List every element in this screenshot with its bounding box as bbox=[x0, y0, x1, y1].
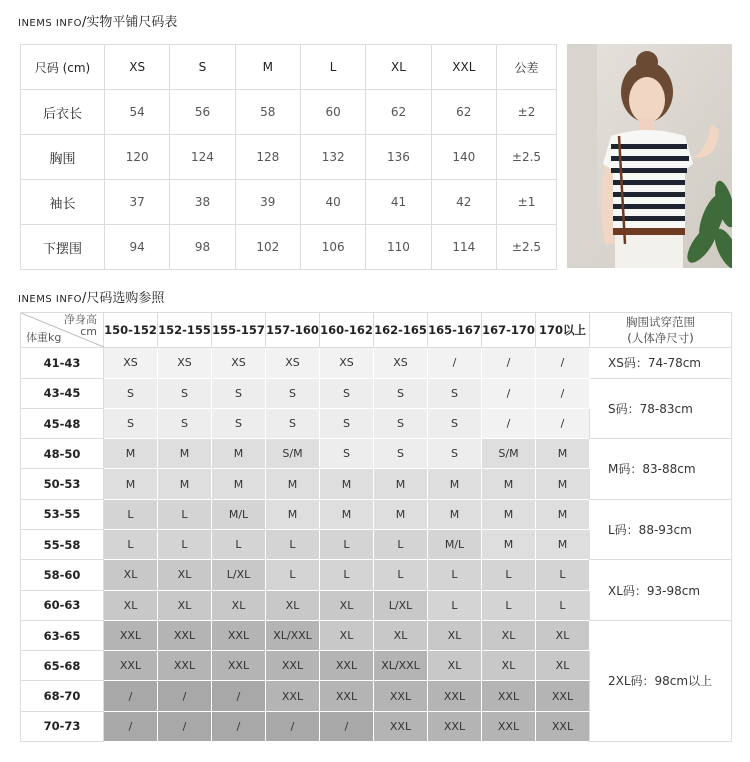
recommended-size: XS bbox=[266, 348, 320, 378]
measurement-value: 94 bbox=[105, 225, 170, 270]
recommended-size: L bbox=[428, 560, 482, 590]
size-header: XXL bbox=[431, 45, 496, 90]
bust-range-header-1: 胸围试穿范围 bbox=[626, 315, 695, 330]
recommended-size: / bbox=[266, 711, 320, 741]
recommended-size: S bbox=[212, 408, 266, 438]
recommended-size: M bbox=[266, 499, 320, 529]
weight-range: 60-63 bbox=[21, 590, 104, 620]
recommended-size: XXL bbox=[482, 711, 536, 741]
recommended-size: XL bbox=[482, 651, 536, 681]
recommended-size: XL bbox=[320, 620, 374, 650]
recommended-size: L bbox=[320, 560, 374, 590]
recommended-size: XL bbox=[320, 590, 374, 620]
bust-range: XS码：74-78cm bbox=[590, 348, 732, 378]
recommended-size: L bbox=[536, 560, 590, 590]
recommended-size: L bbox=[104, 530, 158, 560]
weight-range: 70-73 bbox=[21, 711, 104, 741]
measurement-value: 120 bbox=[105, 135, 170, 180]
recommended-size: XXL bbox=[158, 620, 212, 650]
recommended-size: XL bbox=[158, 560, 212, 590]
recommended-size: XL bbox=[428, 620, 482, 650]
measurement-value: 38 bbox=[170, 180, 235, 225]
recommended-size: XS bbox=[320, 348, 374, 378]
height-header: 160-162 bbox=[320, 313, 374, 348]
recommended-size: XL/XXL bbox=[374, 651, 428, 681]
measurement-value: 106 bbox=[300, 225, 365, 270]
recommended-size: L bbox=[104, 499, 158, 529]
height-header: 165-167 bbox=[428, 313, 482, 348]
measurement-row bbox=[21, 225, 557, 270]
measurement-value: ±2.5 bbox=[497, 225, 557, 270]
recommended-size: / bbox=[482, 378, 536, 408]
recommended-size: L/XL bbox=[374, 590, 428, 620]
title-en: INEMS INFO bbox=[18, 18, 82, 29]
recommended-size: M bbox=[158, 439, 212, 469]
recommended-size: L bbox=[428, 590, 482, 620]
recommended-size: L/XL bbox=[212, 560, 266, 590]
recommended-size: XXL bbox=[158, 651, 212, 681]
size-header: 公差 bbox=[497, 45, 557, 90]
recommended-size: XS bbox=[374, 348, 428, 378]
recommended-size: S bbox=[266, 408, 320, 438]
header-row bbox=[21, 45, 557, 90]
flat-measurement-table bbox=[20, 44, 557, 270]
recommended-size: M bbox=[374, 499, 428, 529]
height-header: 170以上 bbox=[536, 313, 590, 348]
recommended-size: M/L bbox=[212, 499, 266, 529]
bust-range: S码：78-83cm bbox=[590, 378, 732, 439]
weight-range: 65-68 bbox=[21, 651, 104, 681]
measurement-value: 41 bbox=[366, 180, 431, 225]
recommended-size: M bbox=[212, 469, 266, 499]
recommended-size: M bbox=[104, 469, 158, 499]
product-photo bbox=[567, 44, 732, 268]
height-header: 150-152 bbox=[104, 313, 158, 348]
title-en: INEMS INFO bbox=[18, 294, 82, 305]
recommended-size: M bbox=[482, 530, 536, 560]
recommended-size: / bbox=[104, 681, 158, 711]
model-image bbox=[567, 44, 732, 268]
measurement-name: 袖长 bbox=[21, 180, 105, 225]
recommended-size: XL bbox=[482, 620, 536, 650]
recommended-size: M bbox=[482, 499, 536, 529]
recommended-size: S bbox=[158, 408, 212, 438]
recommended-size: XXL bbox=[212, 651, 266, 681]
recommended-size: XS bbox=[212, 348, 266, 378]
bust-range: L码：88-93cm bbox=[590, 499, 732, 560]
recommended-size: XL bbox=[428, 651, 482, 681]
recommended-size: XXL bbox=[374, 711, 428, 741]
recommended-size: XL bbox=[212, 590, 266, 620]
recommended-size: S bbox=[428, 408, 482, 438]
recommended-size: / bbox=[536, 408, 590, 438]
measurement-value: 124 bbox=[170, 135, 235, 180]
weight-range: 48-50 bbox=[21, 439, 104, 469]
weight-row bbox=[21, 439, 732, 469]
measurement-value: 39 bbox=[235, 180, 300, 225]
measurement-value: 62 bbox=[431, 90, 496, 135]
bust-range-header-2: (人体净尺寸) bbox=[627, 331, 694, 346]
corner-cell bbox=[21, 313, 104, 348]
recommended-size: M bbox=[536, 530, 590, 560]
recommended-size: XXL bbox=[374, 681, 428, 711]
measurement-value: 140 bbox=[431, 135, 496, 180]
size-header: M bbox=[235, 45, 300, 90]
recommended-size: L bbox=[266, 530, 320, 560]
recommended-size: S/M bbox=[266, 439, 320, 469]
measurement-value: ±2.5 bbox=[497, 135, 557, 180]
recommended-size: S bbox=[266, 378, 320, 408]
recommended-size: S bbox=[104, 408, 158, 438]
recommended-size: XXL bbox=[212, 620, 266, 650]
weight-row bbox=[21, 620, 732, 650]
recommended-size: M bbox=[212, 439, 266, 469]
measurement-value: 58 bbox=[235, 90, 300, 135]
measurement-value: 110 bbox=[366, 225, 431, 270]
recommended-size: L bbox=[212, 530, 266, 560]
recommended-size: XL bbox=[536, 651, 590, 681]
measurement-row bbox=[21, 135, 557, 180]
bust-range: M码：83-88cm bbox=[590, 439, 732, 500]
measurement-value: 136 bbox=[366, 135, 431, 180]
weight-range: 43-45 bbox=[21, 378, 104, 408]
measurement-name: 下摆围 bbox=[21, 225, 105, 270]
recommended-size: S bbox=[374, 408, 428, 438]
weight-range: 68-70 bbox=[21, 681, 104, 711]
measurement-name: 胸围 bbox=[21, 135, 105, 180]
measurement-value: 128 bbox=[235, 135, 300, 180]
title-cn: /实物平铺尺码表 bbox=[81, 15, 178, 30]
measurement-value: 40 bbox=[300, 180, 365, 225]
measurement-value: ±2 bbox=[497, 90, 557, 135]
recommended-size: L bbox=[482, 590, 536, 620]
height-header: 155-157 bbox=[212, 313, 266, 348]
recommended-size: S bbox=[320, 378, 374, 408]
recommended-size: XXL bbox=[266, 681, 320, 711]
recommended-size: XXL bbox=[266, 651, 320, 681]
height-header: 162-165 bbox=[374, 313, 428, 348]
recommended-size: S bbox=[428, 439, 482, 469]
recommended-size: L bbox=[482, 560, 536, 590]
recommended-size: / bbox=[482, 348, 536, 378]
recommended-size: / bbox=[320, 711, 374, 741]
recommended-size: XXL bbox=[428, 681, 482, 711]
header-row bbox=[21, 313, 732, 348]
recommended-size: M bbox=[536, 439, 590, 469]
recommended-size: / bbox=[158, 681, 212, 711]
recommended-size: M bbox=[320, 499, 374, 529]
measurement-value: 132 bbox=[300, 135, 365, 180]
recommended-size: / bbox=[428, 348, 482, 378]
weight-range: 55-58 bbox=[21, 530, 104, 560]
recommended-size: S bbox=[320, 439, 374, 469]
measurement-name: 后衣长 bbox=[21, 90, 105, 135]
size-recommendation-table bbox=[20, 312, 732, 742]
measurement-value: 56 bbox=[170, 90, 235, 135]
recommended-size: L bbox=[320, 530, 374, 560]
weight-row bbox=[21, 499, 732, 529]
weight-range: 58-60 bbox=[21, 560, 104, 590]
weight-range: 63-65 bbox=[21, 620, 104, 650]
recommended-size: M bbox=[428, 469, 482, 499]
weight-row bbox=[21, 560, 732, 590]
recommended-size: XXL bbox=[104, 651, 158, 681]
recommended-size: S/M bbox=[482, 439, 536, 469]
recommended-size: M bbox=[536, 469, 590, 499]
size-header: S bbox=[170, 45, 235, 90]
recommended-size: M bbox=[536, 499, 590, 529]
recommended-size: M bbox=[482, 469, 536, 499]
recommended-size: L bbox=[266, 560, 320, 590]
recommended-size: XL bbox=[104, 560, 158, 590]
height-header: 167-170 bbox=[482, 313, 536, 348]
recommended-size: S bbox=[158, 378, 212, 408]
weight-range: 53-55 bbox=[21, 499, 104, 529]
recommended-size: / bbox=[158, 711, 212, 741]
corner-height-unit: cm bbox=[80, 325, 97, 338]
recommended-size: S bbox=[104, 378, 158, 408]
recommended-size: XL bbox=[104, 590, 158, 620]
measurement-value: ±1 bbox=[497, 180, 557, 225]
measurement-value: 60 bbox=[300, 90, 365, 135]
size-header: XS bbox=[105, 45, 170, 90]
measurement-value: 98 bbox=[170, 225, 235, 270]
height-header: 157-160 bbox=[266, 313, 320, 348]
recommended-size: M bbox=[374, 469, 428, 499]
recommended-size: XL bbox=[158, 590, 212, 620]
measurement-value: 54 bbox=[105, 90, 170, 135]
recommended-size: / bbox=[104, 711, 158, 741]
height-header: 152-155 bbox=[158, 313, 212, 348]
measurement-value: 42 bbox=[431, 180, 496, 225]
size-header: L bbox=[300, 45, 365, 90]
recommended-size: M bbox=[158, 469, 212, 499]
recommended-size: XXL bbox=[320, 651, 374, 681]
recommended-size: / bbox=[482, 408, 536, 438]
recommended-size: M bbox=[266, 469, 320, 499]
recommended-size: XXL bbox=[320, 681, 374, 711]
recommended-size: L bbox=[374, 530, 428, 560]
measurement-value: 37 bbox=[105, 180, 170, 225]
recommended-size: L bbox=[536, 590, 590, 620]
recommended-size: XXL bbox=[428, 711, 482, 741]
weight-range: 41-43 bbox=[21, 348, 104, 378]
recommended-size: L bbox=[374, 560, 428, 590]
recommended-size: XXL bbox=[536, 681, 590, 711]
bust-range: XL码：93-98cm bbox=[590, 560, 732, 621]
corner-weight-label: 体重kg bbox=[26, 331, 62, 345]
recommended-size: S bbox=[320, 408, 374, 438]
recommended-size: XL bbox=[536, 620, 590, 650]
measurement-row bbox=[21, 90, 557, 135]
recommended-size: S bbox=[374, 378, 428, 408]
weight-row bbox=[21, 378, 732, 408]
bust-range: 2XL码：98cm以上 bbox=[590, 620, 732, 741]
recommended-size: S bbox=[212, 378, 266, 408]
recommended-size: L bbox=[158, 530, 212, 560]
bust-range-header bbox=[590, 313, 732, 348]
recommended-size: L bbox=[158, 499, 212, 529]
recommended-size: XL bbox=[374, 620, 428, 650]
recommended-size: XXL bbox=[536, 711, 590, 741]
recommended-size: S bbox=[428, 378, 482, 408]
size-header: XL bbox=[366, 45, 431, 90]
recommended-size: XXL bbox=[482, 681, 536, 711]
weight-range: 45-48 bbox=[21, 408, 104, 438]
recommended-size: M bbox=[320, 469, 374, 499]
measurement-value: 102 bbox=[235, 225, 300, 270]
recommended-size: S bbox=[374, 439, 428, 469]
recommended-size: XL/XXL bbox=[266, 620, 320, 650]
measurement-value: 62 bbox=[366, 90, 431, 135]
recommended-size: XS bbox=[104, 348, 158, 378]
corner-height-label: 净身高 bbox=[64, 313, 97, 326]
recommended-size: XL bbox=[266, 590, 320, 620]
size-guide-title bbox=[18, 287, 164, 306]
recommended-size: / bbox=[536, 348, 590, 378]
size-unit-header: 尺码 (cm) bbox=[21, 45, 105, 90]
recommended-size: / bbox=[536, 378, 590, 408]
recommended-size: M bbox=[428, 499, 482, 529]
weight-range: 50-53 bbox=[21, 469, 104, 499]
recommended-size: / bbox=[212, 681, 266, 711]
measurement-value: 114 bbox=[431, 225, 496, 270]
recommended-size: M bbox=[104, 439, 158, 469]
recommended-size: XS bbox=[158, 348, 212, 378]
recommended-size: XXL bbox=[104, 620, 158, 650]
recommended-size: / bbox=[212, 711, 266, 741]
recommended-size: M/L bbox=[428, 530, 482, 560]
weight-row bbox=[21, 348, 732, 378]
title-cn: /尺码选购参照 bbox=[81, 291, 165, 306]
size-table-title bbox=[18, 11, 177, 30]
measurement-row bbox=[21, 180, 557, 225]
